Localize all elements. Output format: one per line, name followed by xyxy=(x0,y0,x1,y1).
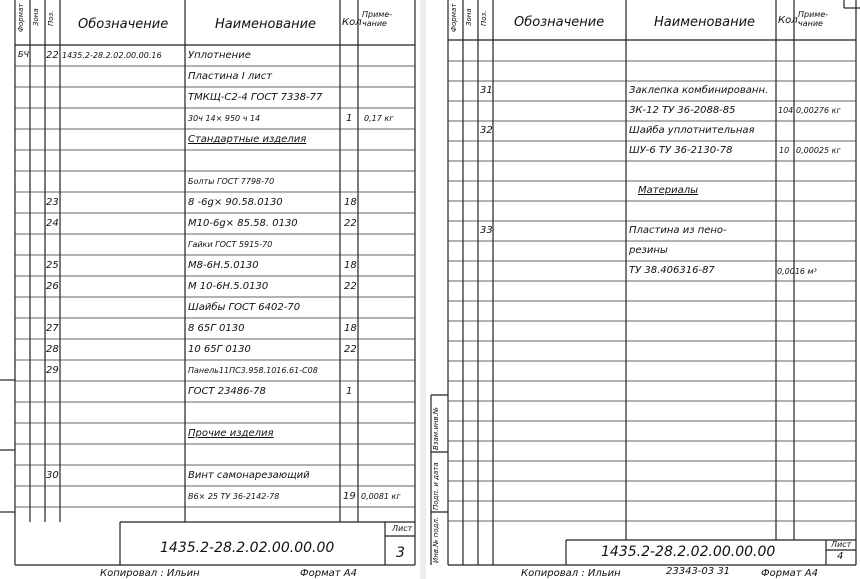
header-qty: Кол xyxy=(342,17,362,28)
header-format: Формат xyxy=(17,3,25,32)
row-name: Шайба уплотнительная xyxy=(629,125,755,136)
stamp-replaced-inv: Взам.инв.№ xyxy=(432,406,440,450)
header-qty: Кол. xyxy=(778,15,801,26)
row-name: М8-6Н.5.0130 xyxy=(188,260,259,271)
row-pos: 32 xyxy=(480,125,493,136)
row-name: 30ч 14× 950 ч 14 xyxy=(188,114,261,123)
row-name: Шайбы ГОСТ 6402-70 xyxy=(188,302,301,313)
row-qty: 18 xyxy=(344,260,357,271)
row-name: Пластина I лист xyxy=(188,71,273,82)
row-note: 0,00025 кг xyxy=(796,146,841,155)
row-pos: 23 xyxy=(46,197,59,208)
header-pos: Поз. xyxy=(480,10,488,26)
row-name: 8 -6g× 90.58.0130 xyxy=(188,197,283,208)
row-pos: 22 xyxy=(46,50,59,61)
section-other-items: Прочие изделия xyxy=(188,428,274,439)
header-designation: Обозначение xyxy=(514,15,605,30)
row-name: Пластина из пено- xyxy=(629,225,727,236)
row-qty: 1 xyxy=(346,113,353,124)
row-pos: 33 xyxy=(480,225,493,236)
row-pos: 29 xyxy=(46,365,59,376)
header-name: Наименование xyxy=(215,17,317,32)
footer-format: Формат А4 xyxy=(300,568,357,579)
header-format: Формат xyxy=(450,3,458,32)
row-qty: 22 xyxy=(344,344,357,355)
row-name: Панель11ПС3.958.1016.61-С08 xyxy=(188,366,318,375)
row-name: ЗК-12 ТУ 36-2088-85 xyxy=(629,105,736,116)
row-name: ТМКЩ-С2-4 ГОСТ 7338-77 xyxy=(188,92,323,103)
row-name: ГОСТ 23486-78 xyxy=(188,386,266,397)
sheet-number: 4 xyxy=(837,551,844,562)
row-qty: 18 xyxy=(344,197,357,208)
header-note: Приме- чание xyxy=(798,10,829,28)
footer-copied-by: Копировал : Ильин xyxy=(521,568,621,579)
footer-copied-by: Копировал : Ильин xyxy=(100,568,200,579)
row-name: 10 65Г 0130 xyxy=(188,344,251,355)
row-pos: 28 xyxy=(46,344,59,355)
row-qty: 19 xyxy=(343,491,356,502)
row-pos: 30 xyxy=(46,470,59,481)
row-note: 0,00276 кг xyxy=(796,106,841,115)
row-name: Заклепка комбинированн. xyxy=(629,85,769,96)
row-name: Уплотнение xyxy=(188,50,251,61)
row-pos: 24 xyxy=(46,218,59,229)
spec-sheet-left xyxy=(0,0,420,579)
row-name: Гайки ГОСТ 5915-70 xyxy=(188,240,273,249)
header-note: Приме- чание xyxy=(362,10,393,28)
row-qty: 22 xyxy=(344,281,357,292)
row-name: Винт самонарезающий xyxy=(188,470,310,481)
spec-sheet-right xyxy=(426,0,860,579)
row-pos: 26 xyxy=(46,281,59,292)
sheet-label: Лист xyxy=(831,540,852,549)
row-qty: 22 xyxy=(344,218,357,229)
stamp-sign-date: Подп. и дата xyxy=(432,462,440,510)
footer-format: Формат А4 xyxy=(761,568,818,579)
row-format: БЧ xyxy=(18,50,29,59)
header-name: Наименование xyxy=(654,15,756,30)
row-name: М 10-6Н.5.0130 xyxy=(188,281,269,292)
footer-archive-number: 23343-03 31 xyxy=(666,566,731,577)
row-qty: 18 xyxy=(344,323,357,334)
stamp-inv-number: Инв.№ подл. xyxy=(432,516,440,563)
sheet-label: Лист xyxy=(392,524,413,533)
row-qty: 1 xyxy=(346,386,353,397)
row-name: ТУ 38.406316-87 xyxy=(629,265,715,276)
row-note: 0,17 кг xyxy=(364,114,394,123)
row-pos: 31 xyxy=(480,85,493,96)
document-number: 1435.2-28.2.02.00.00.00 xyxy=(160,540,335,556)
row-note: 0,0081 кг xyxy=(361,492,401,501)
header-zone: Зона xyxy=(465,8,473,26)
header-designation: Обозначение xyxy=(78,17,169,32)
row-name: М10-6g× 85.58. 0130 xyxy=(188,218,298,229)
row-pos: 25 xyxy=(46,260,59,271)
sheet-number: 3 xyxy=(396,545,405,561)
row-qty: 104 xyxy=(778,106,794,115)
section-materials: Материалы xyxy=(638,185,698,196)
header-zone: Зона xyxy=(32,8,40,26)
row-name: ШУ-6 ТУ 36-2130-78 xyxy=(629,145,733,156)
row-qty: 10 xyxy=(779,146,790,155)
row-name: резины xyxy=(629,245,668,256)
header-pos: Поз. xyxy=(47,10,55,26)
row-name: 8 65Г 0130 xyxy=(188,323,245,334)
section-standard-items: Стандартные изделия xyxy=(188,134,307,145)
row-qty: 0,0016 м³ xyxy=(777,267,817,276)
document-number: 1435.2-28.2.02.00.00.00 xyxy=(601,544,776,560)
row-pos: 27 xyxy=(46,323,59,334)
row-designation: 1435.2-28.2.02.00.00.16 xyxy=(62,51,162,60)
row-name: Болты ГОСТ 7798-70 xyxy=(188,177,275,186)
row-name: В6× 25 ТУ 36-2142-78 xyxy=(188,492,280,501)
